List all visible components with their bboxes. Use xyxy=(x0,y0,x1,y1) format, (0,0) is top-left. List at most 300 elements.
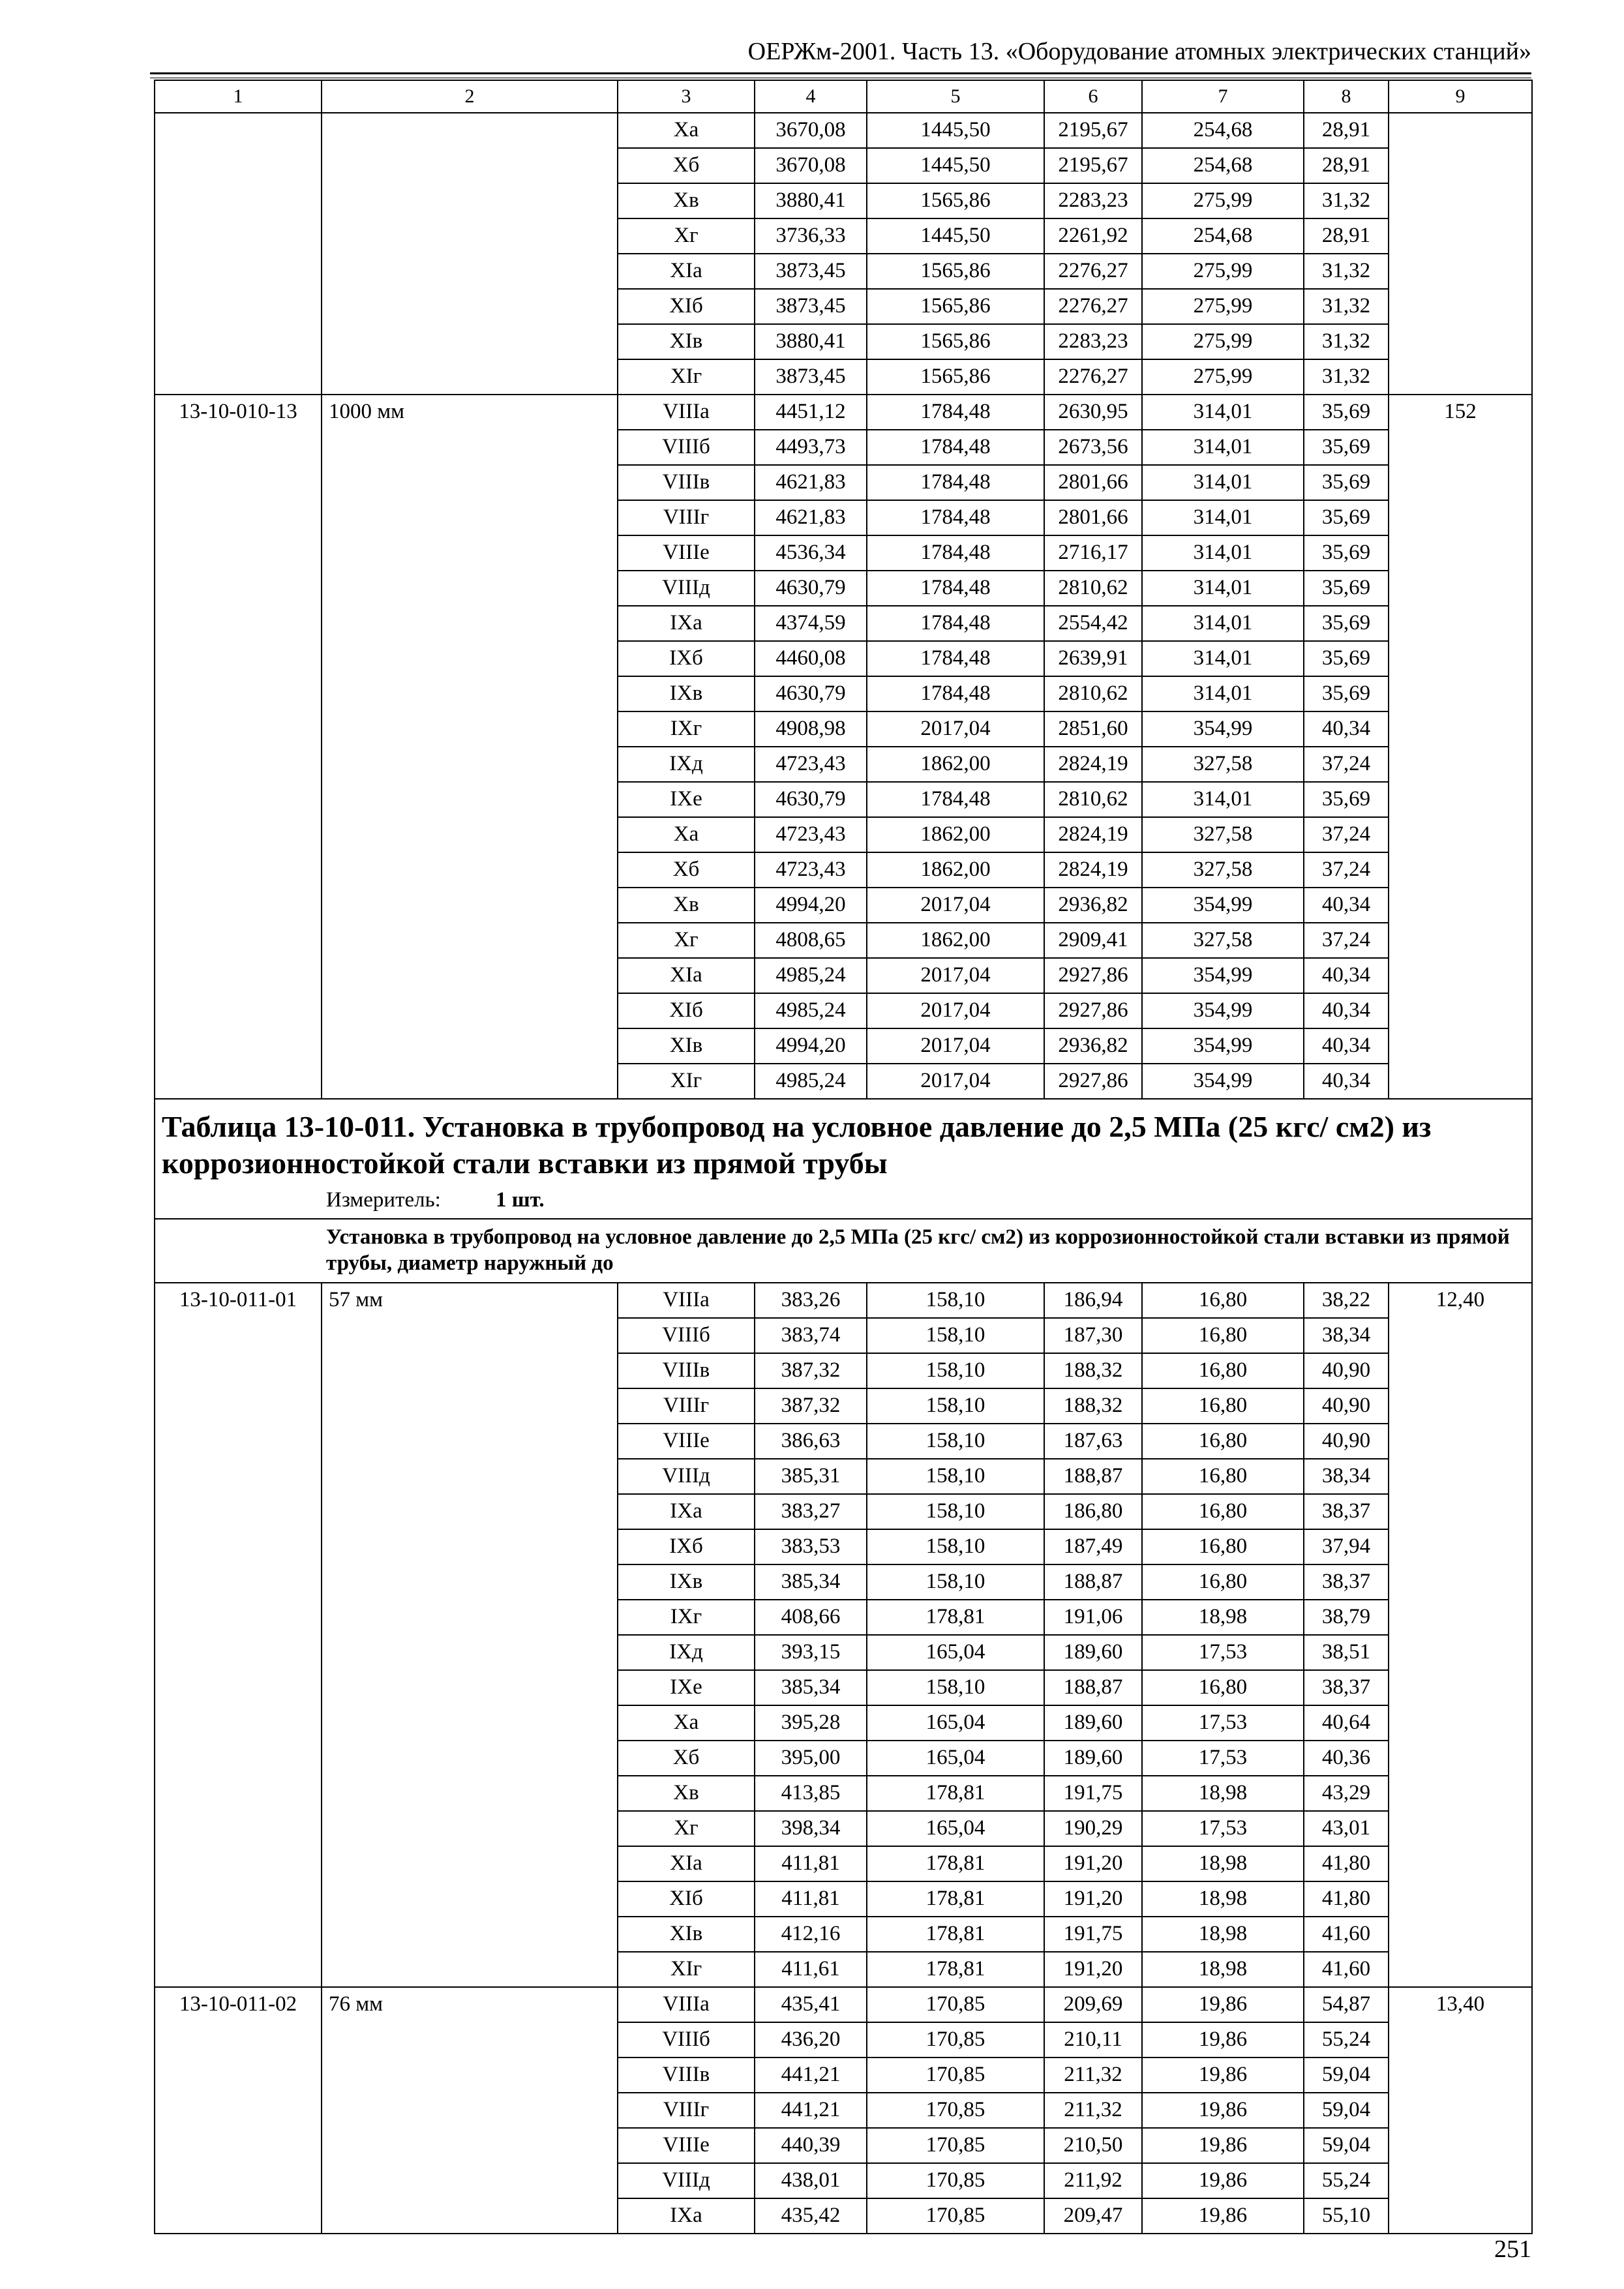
materials-cell: 40,34 xyxy=(1304,958,1389,993)
machine-cell: 2851,60 xyxy=(1044,711,1142,747)
machine-wage-cell: 254,68 xyxy=(1142,148,1304,183)
resource-code: 13-10-011-02 xyxy=(155,1987,322,2234)
wage-cell: 170,85 xyxy=(867,1987,1044,2022)
materials-cell: 38,37 xyxy=(1304,1494,1389,1529)
materials-cell: 40,34 xyxy=(1304,1028,1389,1064)
zone-cell: Xв xyxy=(618,1776,755,1811)
total-cell: 385,34 xyxy=(755,1564,867,1600)
wage-cell: 170,85 xyxy=(867,2057,1044,2093)
total-cell: 441,21 xyxy=(755,2093,867,2128)
col-number: 7 xyxy=(1142,80,1304,113)
zone-cell: Xб xyxy=(618,148,755,183)
machine-wage-cell: 314,01 xyxy=(1142,500,1304,535)
zone-cell: VIIIа xyxy=(618,1987,755,2022)
wage-cell: 158,10 xyxy=(867,1424,1044,1459)
machine-cell: 2283,23 xyxy=(1044,183,1142,218)
machine-cell: 2716,17 xyxy=(1044,535,1142,571)
total-cell: 3873,45 xyxy=(755,359,867,395)
machine-wage-cell: 354,99 xyxy=(1142,958,1304,993)
zone-cell: Xб xyxy=(618,1741,755,1776)
total-cell: 385,31 xyxy=(755,1459,867,1494)
wage-cell: 158,10 xyxy=(867,1459,1044,1494)
col-number: 8 xyxy=(1304,80,1389,113)
machine-wage-cell: 254,68 xyxy=(1142,218,1304,254)
wage-cell: 165,04 xyxy=(867,1705,1044,1741)
zone-cell: VIIIб xyxy=(618,2022,755,2057)
machine-wage-cell: 19,86 xyxy=(1142,2198,1304,2234)
total-cell: 4985,24 xyxy=(755,993,867,1028)
zone-cell: XIг xyxy=(618,1952,755,1987)
total-cell: 395,00 xyxy=(755,1741,867,1776)
wage-cell: 170,85 xyxy=(867,2022,1044,2057)
zone-cell: IXб xyxy=(618,641,755,676)
materials-cell: 37,24 xyxy=(1304,817,1389,852)
materials-cell: 28,91 xyxy=(1304,113,1389,148)
wage-cell: 158,10 xyxy=(867,1388,1044,1424)
materials-cell: 41,60 xyxy=(1304,1917,1389,1952)
total-cell: 3880,41 xyxy=(755,183,867,218)
total-cell: 3873,45 xyxy=(755,289,867,324)
wage-cell: 2017,04 xyxy=(867,1064,1044,1099)
table-title-cell xyxy=(155,1099,1532,1219)
running-header: ОЕРЖм-2001. Часть 13. «Оборудование атомных электрических станций» xyxy=(747,38,1531,65)
materials-cell: 59,04 xyxy=(1304,2057,1389,2093)
total-cell: 4374,59 xyxy=(755,606,867,641)
machine-wage-cell: 16,80 xyxy=(1142,1670,1304,1705)
materials-cell: 35,69 xyxy=(1304,395,1389,430)
total-cell: 435,41 xyxy=(755,1987,867,2022)
wage-cell: 1565,86 xyxy=(867,324,1044,359)
machine-wage-cell: 17,53 xyxy=(1142,1705,1304,1741)
resource-name: 57 мм xyxy=(322,1283,618,1987)
materials-cell: 31,32 xyxy=(1304,359,1389,395)
zone-cell: IXв xyxy=(618,676,755,711)
total-cell: 398,34 xyxy=(755,1811,867,1846)
table-row xyxy=(155,1987,1532,2022)
machine-cell: 186,94 xyxy=(1044,1283,1142,1318)
materials-cell: 38,51 xyxy=(1304,1635,1389,1670)
zone-cell: XIг xyxy=(618,359,755,395)
materials-cell: 31,32 xyxy=(1304,324,1389,359)
labor-cell: 152 xyxy=(1389,395,1532,1099)
header-rule xyxy=(150,72,1531,74)
wage-cell: 2017,04 xyxy=(867,888,1044,923)
machine-wage-cell: 327,58 xyxy=(1142,817,1304,852)
wage-cell: 1784,48 xyxy=(867,395,1044,430)
machine-cell: 191,75 xyxy=(1044,1776,1142,1811)
materials-cell: 41,80 xyxy=(1304,1846,1389,1881)
zone-cell: XIб xyxy=(618,289,755,324)
machine-cell: 187,63 xyxy=(1044,1424,1142,1459)
wage-cell: 158,10 xyxy=(867,1318,1044,1353)
machine-wage-cell: 19,86 xyxy=(1142,2057,1304,2093)
total-cell: 4460,08 xyxy=(755,641,867,676)
wage-cell: 165,04 xyxy=(867,1811,1044,1846)
subheading: Установка в трубопровод на условное давление до 2,5 МПа (25 кгс/ см2) из коррозионностойкой стали вставки из прямой трубы, диаметр наружный до xyxy=(155,1219,1532,1282)
total-cell: 413,85 xyxy=(755,1776,867,1811)
zone-cell: XIв xyxy=(618,324,755,359)
machine-cell: 191,06 xyxy=(1044,1600,1142,1635)
total-cell: 4630,79 xyxy=(755,571,867,606)
wage-cell: 1784,48 xyxy=(867,571,1044,606)
total-cell: 3873,45 xyxy=(755,254,867,289)
total-cell: 4985,24 xyxy=(755,958,867,993)
wage-cell: 178,81 xyxy=(867,1917,1044,1952)
zone-cell: VIIIг xyxy=(618,500,755,535)
wage-cell: 178,81 xyxy=(867,1846,1044,1881)
labor-cell: 12,40 xyxy=(1389,1283,1532,1987)
total-cell: 3736,33 xyxy=(755,218,867,254)
wage-cell: 178,81 xyxy=(867,1952,1044,1987)
machine-wage-cell: 18,98 xyxy=(1142,1776,1304,1811)
wage-cell: 1565,86 xyxy=(867,359,1044,395)
machine-wage-cell: 254,68 xyxy=(1142,113,1304,148)
machine-cell: 2824,19 xyxy=(1044,817,1142,852)
materials-cell: 31,32 xyxy=(1304,289,1389,324)
machine-cell: 187,30 xyxy=(1044,1318,1142,1353)
wage-cell: 1784,48 xyxy=(867,500,1044,535)
zone-cell: IXа xyxy=(618,1494,755,1529)
zone-cell: IXа xyxy=(618,2198,755,2234)
machine-wage-cell: 18,98 xyxy=(1142,1952,1304,1987)
wage-cell: 170,85 xyxy=(867,2198,1044,2234)
materials-cell: 43,29 xyxy=(1304,1776,1389,1811)
machine-cell: 211,92 xyxy=(1044,2163,1142,2198)
zone-cell: IXг xyxy=(618,711,755,747)
machine-wage-cell: 16,80 xyxy=(1142,1529,1304,1564)
zone-cell: Xг xyxy=(618,923,755,958)
machine-wage-cell: 314,01 xyxy=(1142,606,1304,641)
table-row xyxy=(155,113,1532,148)
machine-wage-cell: 16,80 xyxy=(1142,1388,1304,1424)
zone-cell: XIв xyxy=(618,1917,755,1952)
machine-cell: 186,80 xyxy=(1044,1494,1142,1529)
subheading-row xyxy=(155,1219,1532,1282)
machine-cell: 2810,62 xyxy=(1044,571,1142,606)
materials-cell: 41,60 xyxy=(1304,1952,1389,1987)
machine-cell: 209,47 xyxy=(1044,2198,1142,2234)
total-cell: 435,42 xyxy=(755,2198,867,2234)
machine-cell: 191,20 xyxy=(1044,1952,1142,1987)
machine-cell: 2927,86 xyxy=(1044,1064,1142,1099)
wage-cell: 1565,86 xyxy=(867,289,1044,324)
labor-cell xyxy=(1389,113,1532,395)
machine-cell: 187,49 xyxy=(1044,1529,1142,1564)
machine-wage-cell: 19,86 xyxy=(1142,2093,1304,2128)
total-cell: 385,34 xyxy=(755,1670,867,1705)
zone-cell: VIIIд xyxy=(618,1459,755,1494)
wage-cell: 165,04 xyxy=(867,1741,1044,1776)
machine-wage-cell: 18,98 xyxy=(1142,1917,1304,1952)
machine-cell: 2810,62 xyxy=(1044,676,1142,711)
machine-cell: 2801,66 xyxy=(1044,500,1142,535)
zone-cell: IXг xyxy=(618,1600,755,1635)
column-number-row xyxy=(155,80,1532,113)
machine-wage-cell: 18,98 xyxy=(1142,1846,1304,1881)
total-cell: 387,32 xyxy=(755,1353,867,1388)
machine-cell: 2283,23 xyxy=(1044,324,1142,359)
wage-cell: 158,10 xyxy=(867,1494,1044,1529)
materials-cell: 40,64 xyxy=(1304,1705,1389,1741)
zone-cell: VIIIе xyxy=(618,2128,755,2163)
materials-cell: 43,01 xyxy=(1304,1811,1389,1846)
total-cell: 4808,65 xyxy=(755,923,867,958)
machine-wage-cell: 275,99 xyxy=(1142,359,1304,395)
zone-cell: XIг xyxy=(618,1064,755,1099)
materials-cell: 35,69 xyxy=(1304,500,1389,535)
materials-cell: 35,69 xyxy=(1304,782,1389,817)
total-cell: 386,63 xyxy=(755,1424,867,1459)
machine-cell: 188,87 xyxy=(1044,1670,1142,1705)
machine-wage-cell: 354,99 xyxy=(1142,711,1304,747)
materials-cell: 41,80 xyxy=(1304,1881,1389,1917)
zone-cell: Xб xyxy=(618,852,755,888)
zone-cell: VIIIб xyxy=(618,1318,755,1353)
total-cell: 4630,79 xyxy=(755,676,867,711)
col-number: 4 xyxy=(755,80,867,113)
machine-wage-cell: 275,99 xyxy=(1142,254,1304,289)
measure-value: 1 шт. xyxy=(496,1188,545,1212)
machine-cell: 189,60 xyxy=(1044,1705,1142,1741)
machine-cell: 188,32 xyxy=(1044,1353,1142,1388)
machine-cell: 210,11 xyxy=(1044,2022,1142,2057)
total-cell: 411,81 xyxy=(755,1846,867,1881)
wage-cell: 158,10 xyxy=(867,1670,1044,1705)
machine-cell: 2673,56 xyxy=(1044,430,1142,465)
wage-cell: 1862,00 xyxy=(867,923,1044,958)
wage-cell: 178,81 xyxy=(867,1776,1044,1811)
machine-wage-cell: 16,80 xyxy=(1142,1283,1304,1318)
machine-cell: 189,60 xyxy=(1044,1741,1142,1776)
machine-cell: 2276,27 xyxy=(1044,254,1142,289)
wage-cell: 1445,50 xyxy=(867,113,1044,148)
wage-cell: 1445,50 xyxy=(867,218,1044,254)
machine-cell: 2927,86 xyxy=(1044,993,1142,1028)
machine-wage-cell: 17,53 xyxy=(1142,1635,1304,1670)
materials-cell: 55,24 xyxy=(1304,2163,1389,2198)
machine-wage-cell: 354,99 xyxy=(1142,1064,1304,1099)
wage-cell: 1565,86 xyxy=(867,183,1044,218)
wage-cell: 178,81 xyxy=(867,1600,1044,1635)
machine-wage-cell: 16,80 xyxy=(1142,1424,1304,1459)
machine-wage-cell: 354,99 xyxy=(1142,993,1304,1028)
total-cell: 4630,79 xyxy=(755,782,867,817)
machine-wage-cell: 314,01 xyxy=(1142,782,1304,817)
machine-wage-cell: 327,58 xyxy=(1142,852,1304,888)
total-cell: 441,21 xyxy=(755,2057,867,2093)
wage-cell: 158,10 xyxy=(867,1353,1044,1388)
machine-cell: 189,60 xyxy=(1044,1635,1142,1670)
total-cell: 3670,08 xyxy=(755,148,867,183)
wage-cell: 158,10 xyxy=(867,1564,1044,1600)
total-cell: 408,66 xyxy=(755,1600,867,1635)
machine-cell: 2195,67 xyxy=(1044,148,1142,183)
materials-cell: 38,79 xyxy=(1304,1600,1389,1635)
wage-cell: 2017,04 xyxy=(867,958,1044,993)
materials-cell: 40,90 xyxy=(1304,1353,1389,1388)
machine-cell: 211,32 xyxy=(1044,2093,1142,2128)
materials-cell: 37,94 xyxy=(1304,1529,1389,1564)
zone-cell: XIа xyxy=(618,958,755,993)
table-body xyxy=(155,80,1532,2234)
total-cell: 4985,24 xyxy=(755,1064,867,1099)
machine-wage-cell: 314,01 xyxy=(1142,676,1304,711)
materials-cell: 35,69 xyxy=(1304,430,1389,465)
wage-cell: 1784,48 xyxy=(867,430,1044,465)
machine-wage-cell: 314,01 xyxy=(1142,430,1304,465)
zone-cell: IXд xyxy=(618,747,755,782)
machine-cell: 2276,27 xyxy=(1044,289,1142,324)
machine-cell: 2276,27 xyxy=(1044,359,1142,395)
machine-cell: 191,75 xyxy=(1044,1917,1142,1952)
materials-cell: 40,90 xyxy=(1304,1424,1389,1459)
machine-wage-cell: 314,01 xyxy=(1142,395,1304,430)
machine-wage-cell: 327,58 xyxy=(1142,923,1304,958)
zone-cell: Xа xyxy=(618,113,755,148)
machine-cell: 210,50 xyxy=(1044,2128,1142,2163)
machine-wage-cell: 275,99 xyxy=(1142,289,1304,324)
materials-cell: 40,34 xyxy=(1304,1064,1389,1099)
col-number: 9 xyxy=(1389,80,1532,113)
machine-wage-cell: 314,01 xyxy=(1142,535,1304,571)
materials-cell: 28,91 xyxy=(1304,148,1389,183)
materials-cell: 37,24 xyxy=(1304,923,1389,958)
materials-cell: 40,90 xyxy=(1304,1388,1389,1424)
machine-wage-cell: 354,99 xyxy=(1142,1028,1304,1064)
total-cell: 383,74 xyxy=(755,1318,867,1353)
machine-cell: 188,87 xyxy=(1044,1564,1142,1600)
machine-cell: 2936,82 xyxy=(1044,888,1142,923)
materials-cell: 38,37 xyxy=(1304,1670,1389,1705)
wage-cell: 1862,00 xyxy=(867,852,1044,888)
total-cell: 4723,43 xyxy=(755,852,867,888)
wage-cell: 2017,04 xyxy=(867,711,1044,747)
machine-cell: 191,20 xyxy=(1044,1881,1142,1917)
total-cell: 438,01 xyxy=(755,2163,867,2198)
machine-wage-cell: 16,80 xyxy=(1142,1459,1304,1494)
col-number: 1 xyxy=(155,80,322,113)
wage-cell: 158,10 xyxy=(867,1283,1044,1318)
machine-wage-cell: 16,80 xyxy=(1142,1353,1304,1388)
col-number: 5 xyxy=(867,80,1044,113)
total-cell: 4723,43 xyxy=(755,817,867,852)
total-cell: 412,16 xyxy=(755,1917,867,1952)
materials-cell: 40,36 xyxy=(1304,1741,1389,1776)
zone-cell: XIа xyxy=(618,1846,755,1881)
materials-cell: 59,04 xyxy=(1304,2128,1389,2163)
materials-cell: 31,32 xyxy=(1304,183,1389,218)
total-cell: 383,53 xyxy=(755,1529,867,1564)
wage-cell: 170,85 xyxy=(867,2163,1044,2198)
table-title-row xyxy=(155,1099,1532,1219)
price-table xyxy=(154,80,1533,2234)
total-cell: 3880,41 xyxy=(755,324,867,359)
resource-name: 76 мм xyxy=(322,1987,618,2234)
materials-cell: 38,37 xyxy=(1304,1564,1389,1600)
machine-cell: 2554,42 xyxy=(1044,606,1142,641)
materials-cell: 35,69 xyxy=(1304,641,1389,676)
materials-cell: 35,69 xyxy=(1304,606,1389,641)
wage-cell: 1784,48 xyxy=(867,676,1044,711)
wage-cell: 1784,48 xyxy=(867,465,1044,500)
zone-cell: IXа xyxy=(618,606,755,641)
machine-wage-cell: 17,53 xyxy=(1142,1811,1304,1846)
wage-cell: 2017,04 xyxy=(867,1028,1044,1064)
machine-cell: 209,69 xyxy=(1044,1987,1142,2022)
total-cell: 4451,12 xyxy=(755,395,867,430)
machine-cell: 2261,92 xyxy=(1044,218,1142,254)
total-cell: 4994,20 xyxy=(755,888,867,923)
zone-cell: VIIIд xyxy=(618,571,755,606)
machine-wage-cell: 275,99 xyxy=(1142,324,1304,359)
materials-cell: 55,10 xyxy=(1304,2198,1389,2234)
materials-cell: 35,69 xyxy=(1304,465,1389,500)
wage-cell: 1445,50 xyxy=(867,148,1044,183)
materials-cell: 54,87 xyxy=(1304,1987,1389,2022)
resource-code-empty xyxy=(155,113,322,395)
zone-cell: VIIIг xyxy=(618,2093,755,2128)
wage-cell: 2017,04 xyxy=(867,993,1044,1028)
machine-wage-cell: 314,01 xyxy=(1142,465,1304,500)
materials-cell: 40,34 xyxy=(1304,888,1389,923)
zone-cell: Xа xyxy=(618,817,755,852)
materials-cell: 37,24 xyxy=(1304,852,1389,888)
zone-cell: VIIIв xyxy=(618,465,755,500)
machine-cell: 211,32 xyxy=(1044,2057,1142,2093)
zone-cell: VIIIв xyxy=(618,1353,755,1388)
wage-cell: 1862,00 xyxy=(867,817,1044,852)
machine-wage-cell: 17,53 xyxy=(1142,1741,1304,1776)
col-number: 6 xyxy=(1044,80,1142,113)
col-number: 2 xyxy=(322,80,618,113)
table-title: Таблица 13-10-011. Установка в трубопровод на условное давление до 2,5 МПа (25 кгс/ см2) из коррозионностойкой стали вставки из прямой трубы xyxy=(162,1110,1432,1180)
materials-cell: 35,69 xyxy=(1304,571,1389,606)
wage-cell: 1784,48 xyxy=(867,606,1044,641)
total-cell: 4621,83 xyxy=(755,500,867,535)
table-row xyxy=(155,395,1532,430)
zone-cell: VIIIе xyxy=(618,1424,755,1459)
zone-cell: VIIIе xyxy=(618,535,755,571)
zone-cell: Xа xyxy=(618,1705,755,1741)
total-cell: 4536,34 xyxy=(755,535,867,571)
col-number: 3 xyxy=(618,80,755,113)
machine-wage-cell: 314,01 xyxy=(1142,641,1304,676)
machine-cell: 2639,91 xyxy=(1044,641,1142,676)
total-cell: 393,15 xyxy=(755,1635,867,1670)
total-cell: 436,20 xyxy=(755,2022,867,2057)
total-cell: 440,39 xyxy=(755,2128,867,2163)
zone-cell: VIIIг xyxy=(618,1388,755,1424)
machine-cell: 2909,41 xyxy=(1044,923,1142,958)
zone-cell: VIIIа xyxy=(618,1283,755,1318)
machine-cell: 188,32 xyxy=(1044,1388,1142,1424)
zone-cell: IXд xyxy=(618,1635,755,1670)
total-cell: 383,26 xyxy=(755,1283,867,1318)
total-cell: 411,81 xyxy=(755,1881,867,1917)
materials-cell: 59,04 xyxy=(1304,2093,1389,2128)
machine-cell: 2630,95 xyxy=(1044,395,1142,430)
machine-cell: 190,29 xyxy=(1044,1811,1142,1846)
machine-wage-cell: 16,80 xyxy=(1142,1494,1304,1529)
machine-cell: 2824,19 xyxy=(1044,747,1142,782)
wage-cell: 1784,48 xyxy=(867,641,1044,676)
machine-wage-cell: 16,80 xyxy=(1142,1564,1304,1600)
zone-cell: IXе xyxy=(618,782,755,817)
labor-cell: 13,40 xyxy=(1389,1987,1532,2234)
total-cell: 4621,83 xyxy=(755,465,867,500)
zone-cell: XIв xyxy=(618,1028,755,1064)
zone-cell: XIб xyxy=(618,1881,755,1917)
